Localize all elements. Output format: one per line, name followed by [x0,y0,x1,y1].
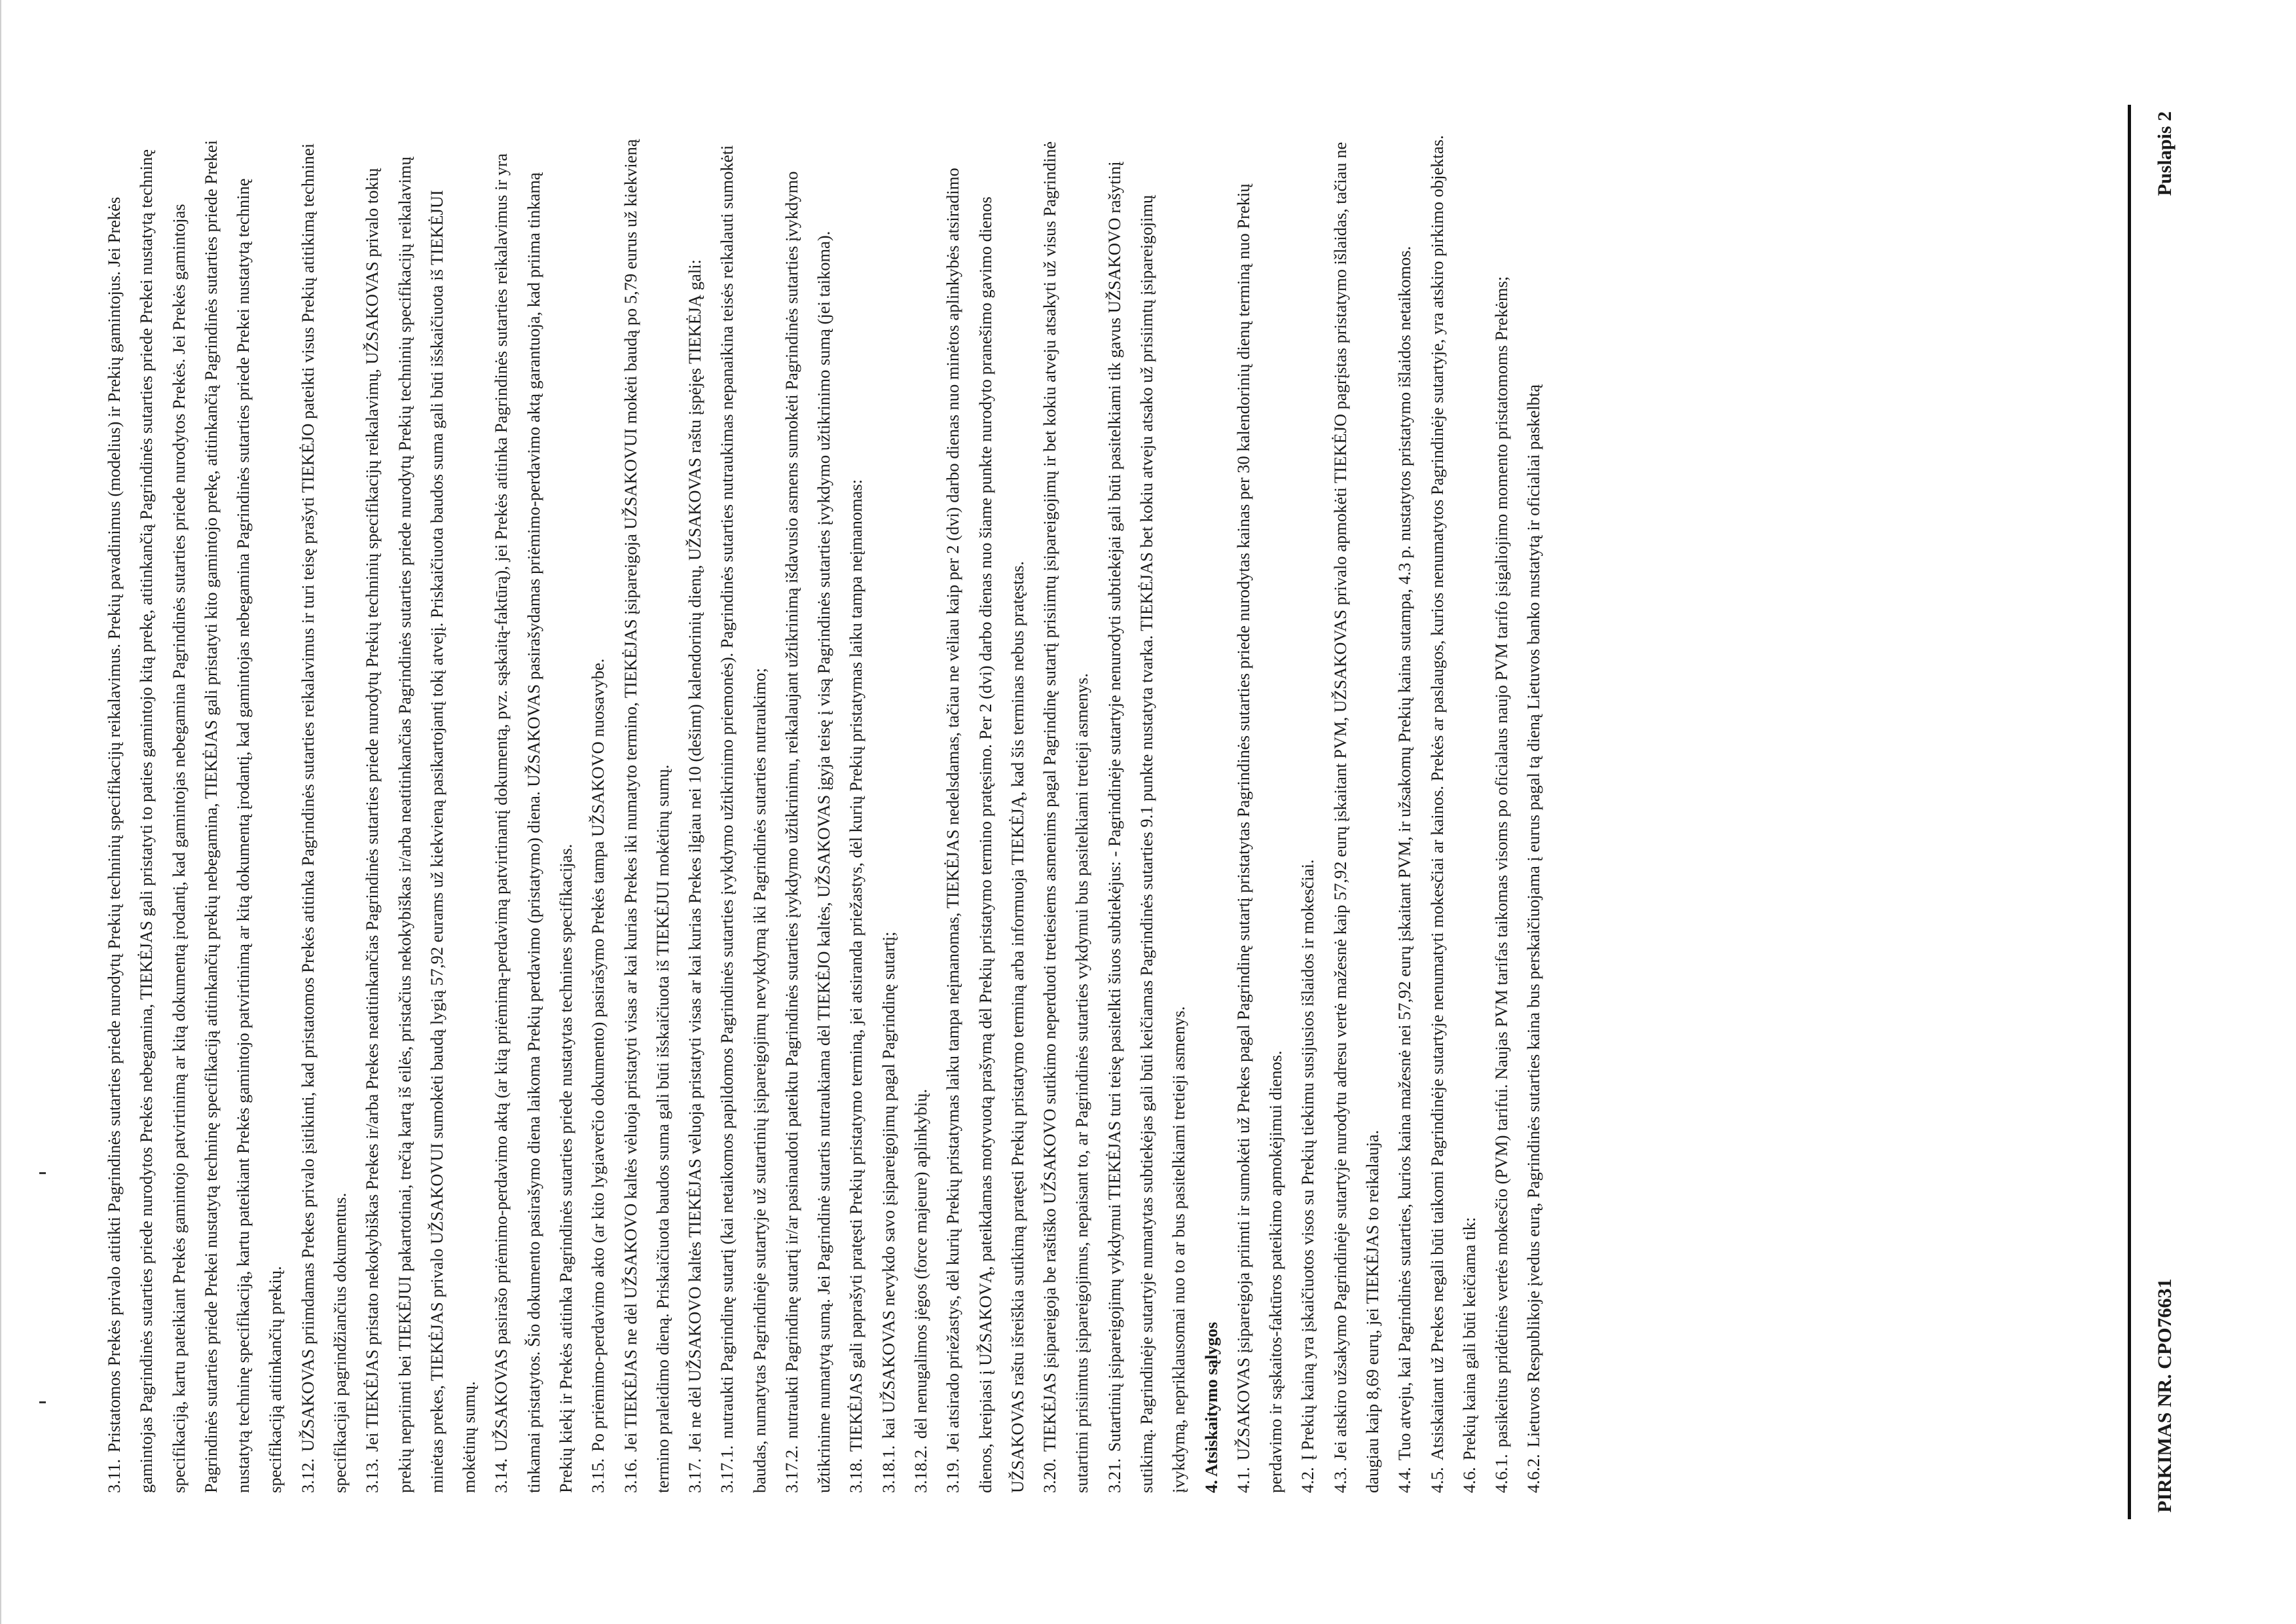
header-rule [2128,105,2131,1519]
paragraph-3-18: 3.18.TIEKĖJAS gali paprašyti pratęsti Prekių pristatymo terminą, jei atsiranda priežastys, dėl kurių Prekių pristatymas laiku tampa neįmanomas: [846,479,866,1493]
paragraph-3-20: 3.20.TIEKĖJAS įsipareigoja be raštiško UŽSAKOVO sutikimo neperduoti tretiesiems asmenims pagal Pagrindinę sutartį prisiimtų įsipareigojimų ir bet kokiu atveju atsakyti už visus Pagrindinė sutartimi prisiimtus įsipareigojimus, nepaisant to, ar Pagrindinės sutarties vykdymui bus pasitelkiami tretieji asmenys. [1040,141,1092,1493]
paragraph-4-6-1: 4.6.1.pasikeitus pridėtinės vertės mokesčio (PVM) tarifui. Naujas PVM tarifas taikomas visoms po oficialaus naujo PVM tarifo įsigaliojimo momento pristatomoms Prekėms; [1491,276,1512,1493]
paragraph-4-4: 4.4.Tuo atveju, kai Pagrindinės sutarties, kurios kaina mažesnė nei 57,92 eurų įskaitant PVM, ir užsakomų Prekių kaina sutampa, 4.3 p. nustatytos pristatymo išlaidos netaikomos. [1394,246,1415,1493]
paragraph-4-5: 4.5.Atsiskaitant už Prekes negali būti taikomi Pagrindinėje sutartyje nenumatyti mokesčiai ar kainos. Prekės ar paslaugos, kurios nenumatytos Pagrindinėje sutartyje, yra atskiro pirkimo objektas. [1427,135,1447,1493]
paragraph-3-14: 3.14.UŽSAKOVAS pasirašo priėmimo-perdavimo aktą (ar kitą priėmimą-perdavimą patvirtinantį dokumentą, pvz. sąskaitą-faktūrą), jei Prekės atitinka Pagrindinės sutarties reikalavimus ir yra tinkamai pristatytos. Šio dokumento pasirašymo diena laikoma Prekių perdavimo (pristatymo) diena. UŽSAKOVAS pasirašydamas priėmimo-perdavimo aktą garantuoja, kad priima tinkamą Prekių kiekį ir Prekės atitinka Pagrindinės sutarties priede nustatytas technines specifikacijas. [491,153,575,1493]
paragraph-3-17-2: 3.17.2.nutraukti Pagrindinę sutartį ir/ar pasinaudoti pateiktu Pagrindinės sutarties įvykdymo užtikrinimu, reikalaujant užtikrinimą išdavusio asmens sumokėti Pagrindinės sutarties įvykdymo užtikrinime numatytą sumą. Jei Pagrindinė sutartis nutraukiama dėl TIEKĖJO kaltės, UŽSAKOVAS įgyja teisę į visą Pagrindinės sutarties įvykdymo užtikrinimo sumą (jei taikoma). [781,171,834,1493]
document-title: PIRKIMAS NR. CPO76631 [2154,1278,2176,1513]
paragraph-3-19: 3.19.Jei atsirado priežastys, dėl kurių Prekių pristatymas laiku tampa neįmanomas, TIEKĖJAS nedelsdamas, tačiau ne vėliau kaip per 2 (dvi) darbo dienas nuo minėtos aplinkybės atsiradimo dienos, kreipiasi į UŽSAKOVĄ, pateikdamas motyvuotą prašymą dėl Prekių pristatymo termino pratęsimo. Per 2 (dvi) darbo dienas nuo šiame punkte nurodyto pranešimo gavimo dienos UŽSAKOVAS raštu išreiškia sutikimą pratęsti Prekių pristatymo terminą arba informuoja TIEKĖJĄ, kad šis terminas nebus pratęstas. [943,168,1027,1493]
paragraph-3-16: 3.16.Jei TIEKĖJAS ne dėl UŽSAKOVO kaltės vėluoja pristatyti visas ar kai kurias Prekes iki numatyto termino, TIEKĖJAS įsipareigoja UŽSAKOVUI mokėti baudą po 5,79 eurus už kiekvieną termino praleidimo dieną. Priskaičiuota baudos suma gali būti išskaičiuota iš TIEKĖJUI mokėtinų sumų. [620,139,672,1493]
paragraph-3-15: 3.15.Po priėmimo-perdavimo akto (ar kito lygiaverčio dokumento) pasirašymo Prekės tampa UŽSAKOVO nuosavybe. [588,658,608,1493]
paragraph-4-1: 4.1.UŽSAKOVAS įsipareigoja priimti ir sumokėti už Prekes pagal Pagrindinę sutartį pristatytas Pagrindinės sutarties priede nurodytas kainas per 30 kalendorinių dienų terminą nuo Prekių perdavimo ir sąskaitos-faktūros pateikimo apmokėjimui dienos. [1233,183,1286,1493]
page-number: Puslapis 2 [2154,111,2176,196]
paragraph-3-17: 3.17.Jei ne dėl UŽSAKOVO kaltės TIEKĖJAS vėluoja pristatyti visas ar kai kurias Prekes ilgiau nei 10 (dešimt) kalendorinių dienų, UŽSAKOVAS raštu įspėjęs TIEKĖJĄ gali: [685,259,705,1493]
paragraph-3-21: 3.21.Sutartinių įsipareigojimų vykdymui TIEKĖJAS turi teisę pasitelkti šiuos subtiekėjus: - Pagrindinėje sutartyje nenurodyti subtiekėjai gali būti pasitelkiami tik gavus UŽSAKOVO rašytinį sutikimą. Pagrindinėje sutartyje numatytas subtiekėjas gali būti keičiamas Pagrindinės sutarties 9.1 punkte nustatyta tvarka. TIEKĖJAS bet kokiu atveju atsako už prisiimtų įsipareigojimų įvykdymą, nepriklausomai nuo to ar bus pasitelkiami tretieji asmenys. [1104,161,1189,1493]
paragraph-3-12: 3.12.UŽSAKOVAS priimdamas Prekes privalo įsitikinti, kad pristatomos Prekės atitinka Pagrindinės sutarties reikalavimus ir turi teisę prašyti TIEKĖJO pateikti visus Prekių atitikimą techninei specifikacijai pagrindžiančius dokumentus. [297,143,350,1493]
paragraph-3-11: 3.11.Pristatomos Prekės privalo atitikti Pagrindinės sutarties priede nurodytų Prekių techninių specifikacijų reikalavimus. Prekių pavadinimus (modelius) ir Prekių gamintojus. Jei Prekės gamintojas Pagrindinės sutarties priede nurodytos Prekės nebegamina, TIEKĖJAS gali pristatyti to paties gamintojo kitą prekę, atitinkančią Pagrindinės sutarties priede Prekei nustatytą techninę specifikaciją, kartu pateikiant Prekės gamintojo patvirtinimą ar kitą dokumentą įrodantį, kad gamintojas nebegamina Pagrindinės sutarties priede nurodytos Prekės. Jei Prekės gamintojas Pagrindinės sutarties priede Prekei nustatytą techninę specifikaciją atitinkančių prekių nebegamina, TIEKĖJAS gali pristatyti kito gamintojo prekę, atitinkančią Pagrindinės sutarties priede Prekei nustatytą techninę specifikaciją, kartu pateikiant Prekės gamintojo patvirtinimą ar kitą dokumentą įrodantį, kad gamintojas nebegamina Pagrindinės sutarties priede Prekei nustatytą techninę specifikaciją atitinkančių prekių. [104,140,285,1493]
paragraph-3-18-1: 3.18.1.kai UŽSAKOVAS nevykdo savo įsipareigojimų pagal Pagrindinę sutartį; [878,931,898,1493]
paragraph-4-2: 4.2.Į Prekių kainą yra įskaičiuotos visos su Prekių tiekimu susijusios išlaidos ir mokesčiai. [1298,859,1318,1493]
paragraph-3-18-2: 3.18.2.dėl nenugalimos jėgos (force majeure) aplinkybių. [911,1088,931,1493]
paragraph-4-3: 4.3.Jei atskiro užsakymo Pagrindinėje sutartyje nurodytu adresu vertė mažesnė kaip 57,92 eurų įskaitant PVM, UŽSAKOVAS privalo apmokėti TIEKĖJO pagrįstas pristatymo išlaidas, tačiau ne daugiau kaip 8,69 eurų, jei TIEKĖJAS to reikalauja. [1330,141,1382,1493]
paragraph-4-6: 4.6.Prekių kaina gali būti keičiama tik: [1459,1217,1479,1493]
paragraph-3-13: 3.13.Jei TIEKĖJAS pristato nekokybiškas Prekes ir/arba Prekes neatitinkančias Pagrindinės sutarties priede nurodytų Prekių techninių specifikacijų reikalavimų, UŽSAKOVAS privalo tokių prekių nepriimti bei TIEKĖJUI pakartotinai, trečią kartą iš eilės, pristačius nekokybiškas ir/arba neatitinkančias Pagrindinės sutarties priede nurodytų Prekių techninių specifikacijų reikalavimų minėtas prekes, TIEKĖJAS privalo UŽSAKOVUI sumokėti baudą lygią 57,92 eurams už kiekvieną pasikartojantį tokį atvejį. Priskaičiuota baudos suma gali būti išskaičiuota iš TIEKĖJUI mokėtinų sumų. [362,157,479,1493]
paragraph-3-17-1: 3.17.1.nutraukti Pagrindinę sutartį (kai netaikomos papildomos Pagrindinės sutarties įvykdymo užtikrinimo priemonės). Pagrindinės sutarties nutraukimas nepanaikina teisės reikalauti sumokėti baudas, numatytas Pagrindinėje sutartyje už sutartinių įsipareigojimų nevykdymą iki Pagrindinės sutarties nutraukimo; [717,145,769,1493]
document-body [98,124,1550,1493]
paragraph-4-6-2: 4.6.2.Lietuvos Respublikoje įvedus eurą, Pagrindinės sutarties kaina bus perskaičiuojama į eurus pagal tą dieną Lietuvos banko nustatytą ir oficialiai paskelbtą [1523,384,1544,1493]
section-4-title: 4. Atsiskaitymo sąlygos [1201,1321,1221,1493]
